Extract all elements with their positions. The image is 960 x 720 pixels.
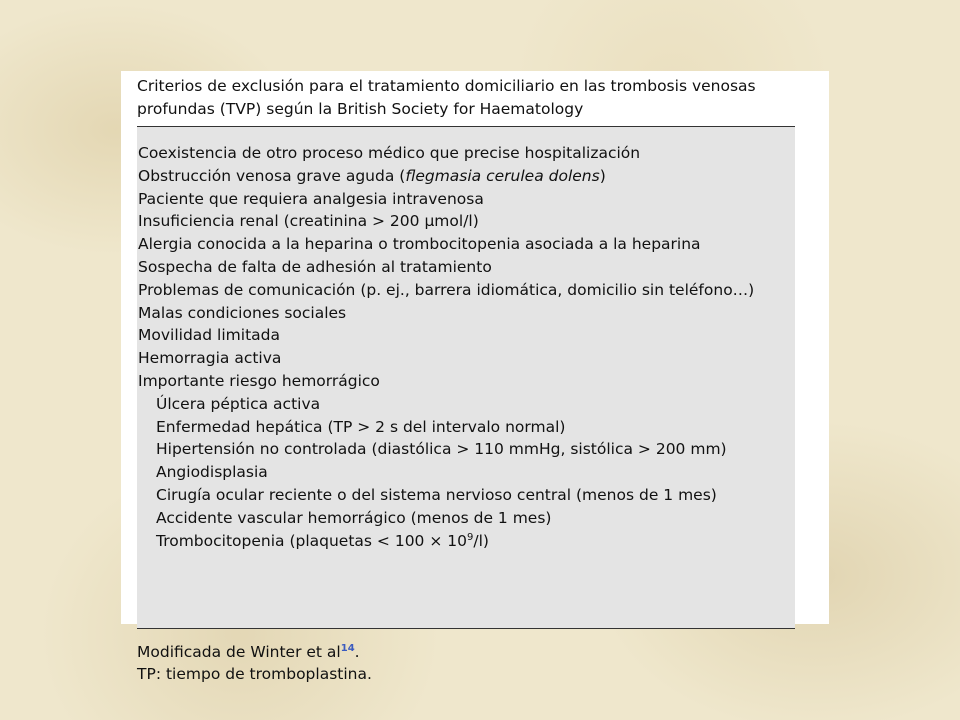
criteria-text: Trombocitopenia (plaquetas < 100 × 10 (156, 531, 467, 550)
criteria-text: Obstrucción venosa grave aguda ( (138, 166, 406, 185)
criteria-subrow (137, 530, 795, 553)
criteria-row: Movilidad limitada (138, 326, 280, 345)
criteria-row: Problemas de comunicación (p. ej., barrera idiomática, domicilio sin teléfono…) (138, 280, 755, 299)
criteria-row: Paciente que requiera analgesia intravenosa (138, 189, 484, 208)
criteria-list (137, 142, 795, 552)
criteria-text: ) (599, 166, 606, 185)
criteria-subrow: Accidente vascular hemorrágico (menos de 1 mes) (156, 508, 552, 527)
criteria-row: Coexistencia de otro proceso médico que precise hospitalización (138, 144, 641, 162)
table-image (121, 71, 829, 683)
criteria-row: Alergia conocida a la heparina o trombocitopenia asociada a la heparina (138, 235, 701, 254)
criteria-row: Importante riesgo hemorrágico (138, 371, 380, 390)
criteria-row: Hemorragia activa (138, 349, 282, 368)
reference-link[interactable]: 14 (340, 642, 355, 654)
exclusion-criteria-table (137, 126, 795, 629)
criteria-row: Sospecha de falta de adhesión al tratamiento (138, 257, 492, 276)
criteria-subrow: Angiodisplasia (156, 463, 268, 482)
footnote-source-text: Modificada de Winter et al (137, 643, 341, 661)
footnote-source (137, 641, 817, 663)
criteria-italic-term: flegmasia cerulea dolens (405, 166, 600, 185)
table-footnotes (137, 641, 817, 685)
criteria-row (137, 165, 795, 188)
criteria-subrow: Enfermedad hepática (TP > 2 s del intervalo normal) (156, 417, 566, 436)
criteria-text: /l) (473, 531, 489, 550)
exponent: 9 (466, 531, 474, 543)
criteria-row: Malas condiciones sociales (138, 303, 347, 322)
footnote-period: . (354, 643, 360, 661)
criteria-row: Insuficiencia renal (creatinina > 200 µmol/l) (138, 212, 479, 231)
criteria-subrow: Hipertensión no controlada (diastólica > 110 mmHg, sistólica > 200 mm) (156, 440, 727, 459)
criteria-subrow: Úlcera péptica activa (156, 394, 321, 413)
criteria-subrow: Cirugía ocular reciente o del sistema nervioso central (menos de 1 mes) (156, 485, 717, 504)
table-caption: Criterios de exclusión para el tratamiento domiciliario en las trombosis venosas profundas (TVP) según la British Society for Haematology (137, 77, 756, 118)
footnote-abbreviation: TP: tiempo de tromboplastina. (137, 665, 372, 683)
